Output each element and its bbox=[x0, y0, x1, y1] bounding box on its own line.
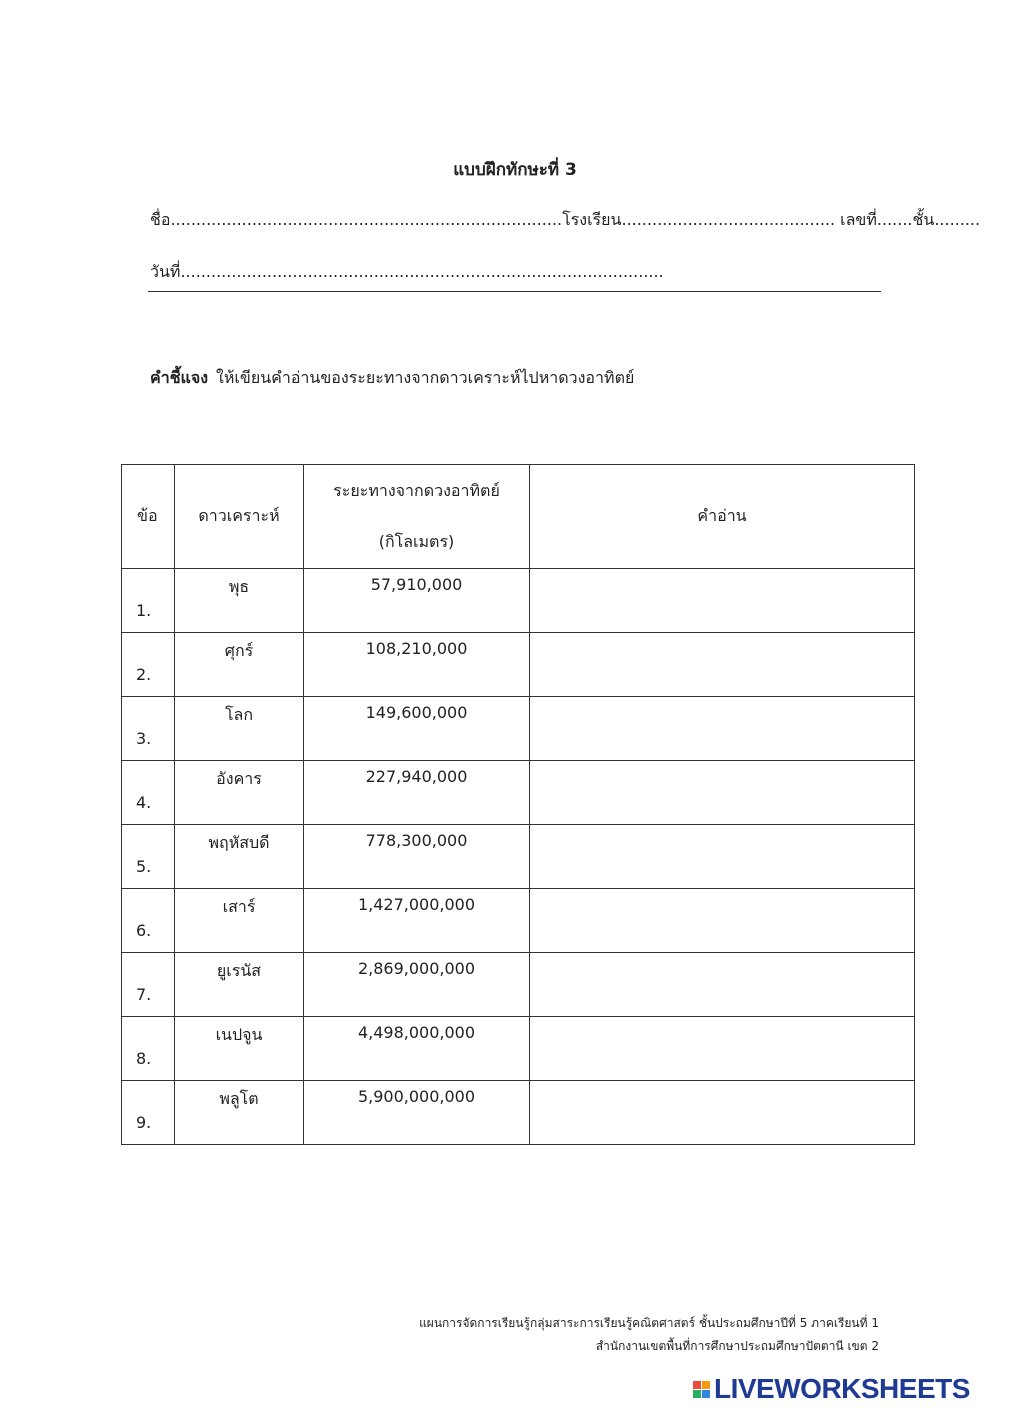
planet-distance: 1,427,000,000 bbox=[304, 889, 530, 953]
reading-answer-cell[interactable] bbox=[530, 697, 915, 761]
footer-line1: แผนการจัดการเรียนรู้กลุ่มสาระการเรียนรู้คณิตศาสตร์ ชั้นประถมศึกษาปีที่ 5 ภาคเรียนที่ 1 bbox=[419, 1316, 879, 1330]
row-number: 7. bbox=[122, 953, 175, 1017]
planet-name: เนปจูน bbox=[175, 1017, 304, 1081]
header-reading: คำอ่าน bbox=[530, 465, 915, 569]
planet-name: พุธ bbox=[175, 569, 304, 633]
row-number: 6. bbox=[122, 889, 175, 953]
logo-square bbox=[693, 1381, 701, 1389]
liveworksheets-logo-text: LIVEWORKSHEETS bbox=[714, 1373, 970, 1404]
row-number: 8. bbox=[122, 1017, 175, 1081]
reading-answer-cell[interactable] bbox=[530, 569, 915, 633]
reading-answer-cell[interactable] bbox=[530, 761, 915, 825]
instruction-text: ให้เขียนคำอ่านของระยะทางจากดาวเคราะห์ไปหาดวงอาทิตย์ bbox=[216, 368, 635, 387]
table-row bbox=[122, 761, 915, 825]
worksheet-title: แบบฝึกทักษะที่ 3 bbox=[453, 160, 577, 180]
planet-distance: 4,498,000,000 bbox=[304, 1017, 530, 1081]
row-number: 3. bbox=[122, 697, 175, 761]
row-number: 2. bbox=[122, 633, 175, 697]
table-row bbox=[122, 1017, 915, 1081]
footer-line2: สำนักงานเขตพื้นที่การศึกษาประถมศึกษาปัตตานี เขต 2 bbox=[595, 1339, 879, 1353]
planet-name: อังคาร bbox=[175, 761, 304, 825]
table-row bbox=[122, 889, 915, 953]
liveworksheets-logo bbox=[693, 1374, 970, 1404]
planet-distance: 5,900,000,000 bbox=[304, 1081, 530, 1145]
header-distance-line2: (กิโลเมตร) bbox=[378, 531, 455, 551]
table-row bbox=[122, 569, 915, 633]
logo-square bbox=[693, 1390, 701, 1398]
header-distance-line1: ระยะทางจากดวงอาทิตย์ bbox=[333, 480, 500, 500]
table-row bbox=[122, 633, 915, 697]
planet-name: เสาร์ bbox=[175, 889, 304, 953]
header-no: ข้อ bbox=[122, 465, 175, 569]
liveworksheets-logo-icon bbox=[693, 1381, 710, 1398]
header-planet: ดาวเคราะห์ bbox=[175, 465, 304, 569]
reading-answer-cell[interactable] bbox=[530, 633, 915, 697]
logo-square bbox=[702, 1390, 710, 1398]
planet-distance: 778,300,000 bbox=[304, 825, 530, 889]
planet-distance: 57,910,000 bbox=[304, 569, 530, 633]
planet-name: ยูเรนัส bbox=[175, 953, 304, 1017]
planet-name: พลูโต bbox=[175, 1081, 304, 1145]
header-distance bbox=[304, 465, 530, 569]
planet-name: โลก bbox=[175, 697, 304, 761]
table-row bbox=[122, 1081, 915, 1145]
row-number: 5. bbox=[122, 825, 175, 889]
instruction-label: คำชี้แจง bbox=[150, 368, 209, 387]
table-header-row bbox=[122, 465, 915, 569]
row-number: 1. bbox=[122, 569, 175, 633]
table-row bbox=[122, 953, 915, 1017]
table-row bbox=[122, 697, 915, 761]
logo-square bbox=[702, 1381, 710, 1389]
footer bbox=[419, 1312, 879, 1358]
planet-distance: 2,869,000,000 bbox=[304, 953, 530, 1017]
date-line: วันที่............................................................................................... bbox=[150, 262, 664, 281]
planet-name: พฤหัสบดี bbox=[175, 825, 304, 889]
instruction bbox=[150, 366, 634, 391]
reading-answer-cell[interactable] bbox=[530, 1081, 915, 1145]
planet-distance: 227,940,000 bbox=[304, 761, 530, 825]
header-divider bbox=[148, 291, 881, 292]
planet-distance-table bbox=[121, 464, 915, 1145]
reading-answer-cell[interactable] bbox=[530, 825, 915, 889]
student-info-line: ชื่อ.............................................................................โรงเรียน.......................................... เลขที่.......ชั้น......... bbox=[150, 210, 981, 229]
row-number: 9. bbox=[122, 1081, 175, 1145]
row-number: 4. bbox=[122, 761, 175, 825]
reading-answer-cell[interactable] bbox=[530, 889, 915, 953]
planet-distance: 149,600,000 bbox=[304, 697, 530, 761]
planet-name: ศุกร์ bbox=[175, 633, 304, 697]
reading-answer-cell[interactable] bbox=[530, 1017, 915, 1081]
reading-answer-cell[interactable] bbox=[530, 953, 915, 1017]
planet-distance: 108,210,000 bbox=[304, 633, 530, 697]
table-row bbox=[122, 825, 915, 889]
